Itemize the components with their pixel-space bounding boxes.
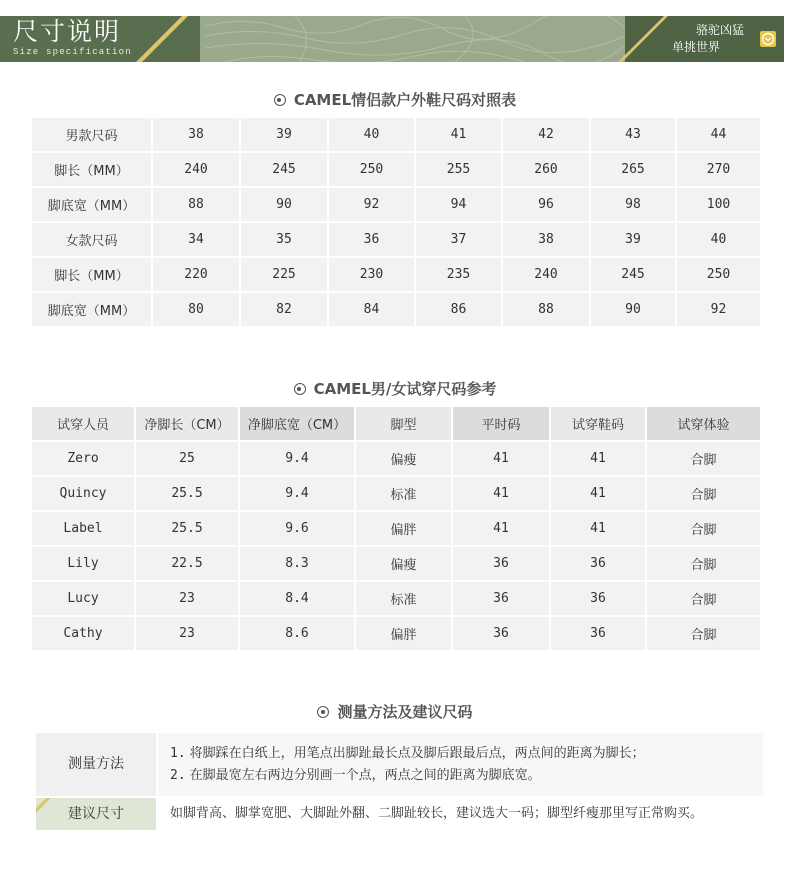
advice-label bbox=[36, 798, 156, 830]
column-header: 脚型 bbox=[356, 407, 453, 442]
table-cell: 标准 bbox=[356, 477, 453, 512]
table-cell: Lily bbox=[32, 547, 136, 582]
table-cell: 36 bbox=[453, 547, 551, 582]
size-value-cell: 220 bbox=[153, 258, 241, 293]
size-value-cell: 90 bbox=[241, 188, 329, 223]
column-header: 净脚底宽（CM） bbox=[240, 407, 356, 442]
row-label-cell: 脚长（MM） bbox=[32, 258, 153, 293]
table-row bbox=[32, 258, 760, 293]
table-cell: 23 bbox=[136, 582, 240, 617]
banner-subtitle: Size specification bbox=[13, 47, 132, 57]
size-chart-table bbox=[32, 118, 760, 328]
table-cell: 41 bbox=[453, 442, 551, 477]
size-value-cell: 90 bbox=[591, 293, 677, 328]
section-title-fit-reference bbox=[0, 379, 790, 399]
size-value-cell: 39 bbox=[241, 118, 329, 153]
row-label-cell: 女款尺码 bbox=[32, 223, 153, 258]
size-value-cell: 270 bbox=[677, 153, 760, 188]
table-cell: 合脚 bbox=[647, 547, 760, 582]
size-value-cell: 38 bbox=[503, 223, 591, 258]
size-value-cell: 86 bbox=[416, 293, 503, 328]
section-title-size-chart bbox=[0, 90, 790, 110]
table-row bbox=[32, 223, 760, 258]
measure-step bbox=[170, 743, 763, 765]
size-value-cell: 96 bbox=[503, 188, 591, 223]
size-value-cell: 88 bbox=[503, 293, 591, 328]
size-value-cell: 250 bbox=[329, 153, 416, 188]
table-cell: 36 bbox=[551, 582, 647, 617]
table-cell: 8.4 bbox=[240, 582, 356, 617]
size-value-cell: 100 bbox=[677, 188, 760, 223]
row-label-cell: 脚长（MM） bbox=[32, 153, 153, 188]
size-value-cell: 34 bbox=[153, 223, 241, 258]
step-text: 在脚最宽左右两边分别画一个点，两点之间的距离为脚底宽。 bbox=[189, 768, 541, 783]
table-row bbox=[32, 582, 760, 617]
size-value-cell: 82 bbox=[241, 293, 329, 328]
measure-method-row bbox=[36, 733, 763, 796]
advice-text: 如脚背高、脚掌宽肥、大脚趾外翻、二脚趾较长，建议选大一码；脚型纤瘦那里写正常购买。 bbox=[158, 798, 763, 830]
table-cell: 41 bbox=[551, 512, 647, 547]
table-cell: 25.5 bbox=[136, 512, 240, 547]
table-row bbox=[32, 442, 760, 477]
table-cell: 合脚 bbox=[647, 442, 760, 477]
table-cell: 36 bbox=[453, 617, 551, 652]
banner-slogan bbox=[672, 22, 744, 56]
size-value-cell: 42 bbox=[503, 118, 591, 153]
row-label-cell: 脚底宽（MM） bbox=[32, 188, 153, 223]
section-title-text: CAMEL情侣款户外鞋尺码对照表 bbox=[293, 91, 517, 109]
size-value-cell: 39 bbox=[591, 223, 677, 258]
table-row bbox=[32, 477, 760, 512]
table-cell: 23 bbox=[136, 617, 240, 652]
row-label-cell: 脚底宽（MM） bbox=[32, 293, 153, 328]
size-value-cell: 35 bbox=[241, 223, 329, 258]
corner-accent-stripe bbox=[36, 798, 50, 812]
size-value-cell: 265 bbox=[591, 153, 677, 188]
size-value-cell: 41 bbox=[416, 118, 503, 153]
table-cell: Lucy bbox=[32, 582, 136, 617]
section-title-text: 测量方法及建议尺码 bbox=[337, 703, 473, 721]
size-value-cell: 40 bbox=[329, 118, 416, 153]
size-value-cell: 230 bbox=[329, 258, 416, 293]
measure-step bbox=[170, 765, 763, 787]
size-value-cell: 88 bbox=[153, 188, 241, 223]
measure-method-label: 测量方法 bbox=[36, 733, 156, 796]
size-value-cell: 80 bbox=[153, 293, 241, 328]
step-text: 将脚踩在白纸上，用笔点出脚趾最长点及脚后跟最后点，两点间的距离为脚长； bbox=[189, 746, 645, 761]
advice-row bbox=[36, 798, 763, 830]
table-row bbox=[32, 512, 760, 547]
table-row bbox=[32, 153, 760, 188]
size-value-cell: 245 bbox=[241, 153, 329, 188]
table-cell: 合脚 bbox=[647, 617, 760, 652]
size-value-cell: 40 bbox=[677, 223, 760, 258]
step-number: 2. bbox=[170, 768, 186, 783]
size-value-cell: 94 bbox=[416, 188, 503, 223]
size-value-cell: 225 bbox=[241, 258, 329, 293]
table-cell: 41 bbox=[551, 442, 647, 477]
table-row bbox=[32, 188, 760, 223]
size-value-cell: 84 bbox=[329, 293, 416, 328]
measure-advice-table bbox=[36, 733, 763, 830]
target-bullet-icon bbox=[274, 94, 286, 106]
table-row bbox=[32, 293, 760, 328]
table-cell: 41 bbox=[551, 477, 647, 512]
size-value-cell: 240 bbox=[503, 258, 591, 293]
table-cell: 9.4 bbox=[240, 442, 356, 477]
table-row bbox=[32, 617, 760, 652]
size-value-cell: 92 bbox=[677, 293, 760, 328]
slogan-line-1: 骆驼凶猛 bbox=[696, 23, 745, 37]
measure-method-steps bbox=[158, 733, 763, 796]
row-label-cell: 男款尺码 bbox=[32, 118, 153, 153]
table-cell: Cathy bbox=[32, 617, 136, 652]
topographic-map-decoration bbox=[205, 16, 625, 62]
chevron-down-icon bbox=[760, 31, 776, 47]
target-bullet-icon bbox=[294, 383, 306, 395]
table-cell: 41 bbox=[453, 477, 551, 512]
table-cell: 36 bbox=[551, 617, 647, 652]
column-header: 试穿鞋码 bbox=[551, 407, 647, 442]
column-header: 试穿体验 bbox=[647, 407, 760, 442]
table-cell: 41 bbox=[453, 512, 551, 547]
table-cell: 8.6 bbox=[240, 617, 356, 652]
table-cell: 22.5 bbox=[136, 547, 240, 582]
column-header: 净脚长（CM） bbox=[136, 407, 240, 442]
size-value-cell: 44 bbox=[677, 118, 760, 153]
table-row bbox=[32, 547, 760, 582]
table-cell: 25.5 bbox=[136, 477, 240, 512]
size-value-cell: 250 bbox=[677, 258, 760, 293]
table-cell: 合脚 bbox=[647, 477, 760, 512]
section-title-text: CAMEL男/女试穿尺码参考 bbox=[313, 380, 497, 398]
size-value-cell: 260 bbox=[503, 153, 591, 188]
size-value-cell: 240 bbox=[153, 153, 241, 188]
step-number: 1. bbox=[170, 746, 186, 761]
advice-label-text: 建议尺寸 bbox=[68, 806, 124, 822]
table-cell: 标准 bbox=[356, 582, 453, 617]
size-value-cell: 92 bbox=[329, 188, 416, 223]
size-value-cell: 38 bbox=[153, 118, 241, 153]
table-header-row bbox=[32, 407, 760, 442]
fit-reference-table bbox=[32, 407, 760, 652]
table-cell: Zero bbox=[32, 442, 136, 477]
table-cell: Label bbox=[32, 512, 136, 547]
table-cell: 36 bbox=[551, 547, 647, 582]
table-cell: Quincy bbox=[32, 477, 136, 512]
table-cell: 9.4 bbox=[240, 477, 356, 512]
size-value-cell: 36 bbox=[329, 223, 416, 258]
table-cell: 8.3 bbox=[240, 547, 356, 582]
table-cell: 9.6 bbox=[240, 512, 356, 547]
column-header: 平时码 bbox=[453, 407, 551, 442]
table-cell: 偏胖 bbox=[356, 512, 453, 547]
table-row bbox=[32, 118, 760, 153]
table-cell: 偏瘦 bbox=[356, 547, 453, 582]
size-value-cell: 255 bbox=[416, 153, 503, 188]
size-value-cell: 43 bbox=[591, 118, 677, 153]
table-cell: 偏瘦 bbox=[356, 442, 453, 477]
size-value-cell: 98 bbox=[591, 188, 677, 223]
table-cell: 36 bbox=[453, 582, 551, 617]
table-cell: 合脚 bbox=[647, 582, 760, 617]
size-value-cell: 235 bbox=[416, 258, 503, 293]
section-title-measure bbox=[0, 702, 790, 722]
column-header: 试穿人员 bbox=[32, 407, 136, 442]
table-cell: 合脚 bbox=[647, 512, 760, 547]
target-bullet-icon bbox=[317, 706, 329, 718]
table-cell: 偏胖 bbox=[356, 617, 453, 652]
size-value-cell: 37 bbox=[416, 223, 503, 258]
slogan-line-2: 单挑世界 bbox=[672, 40, 721, 54]
table-cell: 25 bbox=[136, 442, 240, 477]
size-value-cell: 245 bbox=[591, 258, 677, 293]
banner-title: 尺寸说明 bbox=[13, 17, 122, 46]
size-spec-banner bbox=[0, 16, 784, 62]
